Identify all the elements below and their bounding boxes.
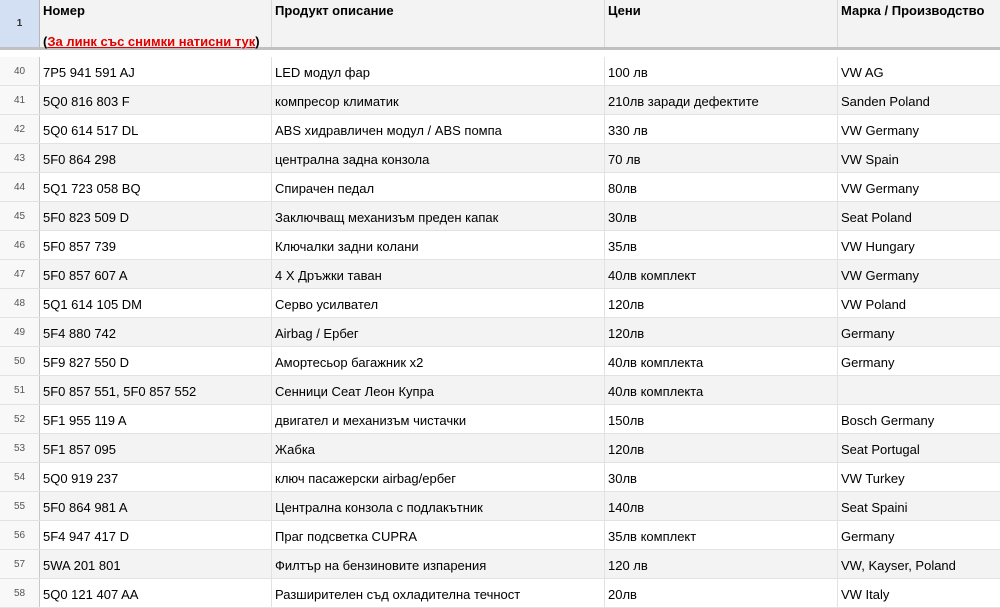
column-header-label: Продукт описание: [275, 3, 394, 18]
brand-cell[interactable]: Germany: [841, 529, 895, 544]
row-number[interactable]: 49: [0, 318, 40, 346]
row-number[interactable]: 57: [0, 550, 40, 578]
table-row: [0, 463, 1000, 492]
part-number-cell[interactable]: 5Q1 723 058 BQ: [40, 173, 272, 201]
brand-cell[interactable]: Germany: [841, 326, 895, 341]
price-cell[interactable]: 30лв: [605, 202, 838, 230]
price-cell[interactable]: 40лв комплект: [605, 260, 838, 288]
description-cell[interactable]: Централна конзола с подлакътник: [272, 492, 605, 520]
description-cell[interactable]: централна задна конзола: [272, 144, 605, 172]
column-header-label: Цени: [608, 3, 641, 18]
price-cell[interactable]: 150лв: [605, 405, 838, 433]
row-number[interactable]: 58: [0, 579, 40, 607]
part-number-cell[interactable]: 5F0 857 607 A: [40, 260, 272, 288]
table-row: [0, 521, 1000, 550]
photos-link-note: (За линк със снимки натисни тук): [43, 34, 260, 49]
column-header-number[interactable]: [40, 0, 272, 47]
part-number-cell[interactable]: 5WA 201 801: [40, 550, 272, 578]
row-number[interactable]: 41: [0, 86, 40, 114]
table-row: [0, 289, 1000, 318]
brand-cell[interactable]: Seat Poland: [841, 210, 912, 225]
column-header-brand[interactable]: [838, 0, 1000, 47]
part-number-cell[interactable]: 5F4 880 742: [40, 318, 272, 346]
table-row: [0, 86, 1000, 115]
price-cell[interactable]: 120лв: [605, 434, 838, 462]
table-row: [0, 57, 1000, 86]
description-cell[interactable]: Амортесьор багажник x2: [272, 347, 605, 375]
description-cell[interactable]: двигател и механизъм чистачки: [272, 405, 605, 433]
part-number-cell[interactable]: 5Q0 121 407 AA: [40, 579, 272, 607]
column-header-label: Номер: [43, 3, 85, 18]
description-cell[interactable]: LED модул фар: [272, 57, 605, 85]
row-number[interactable]: 53: [0, 434, 40, 462]
description-cell[interactable]: Airbag / Ербег: [272, 318, 605, 346]
column-header-price[interactable]: [605, 0, 838, 47]
part-number-cell[interactable]: 5Q0 614 517 DL: [40, 115, 272, 143]
part-number-cell[interactable]: 5F1 857 095: [40, 434, 272, 462]
photos-link[interactable]: За линк със снимки натисни тук: [47, 34, 256, 49]
description-cell[interactable]: Сенници Сеат Леон Купра: [272, 376, 605, 404]
description-cell[interactable]: Разширителен съд охладителна течност: [272, 579, 605, 607]
price-cell[interactable]: 120лв: [605, 289, 838, 317]
row-number[interactable]: 51: [0, 376, 40, 404]
row-number[interactable]: 47: [0, 260, 40, 288]
table-row: [0, 144, 1000, 173]
description-cell[interactable]: Серво усилвател: [272, 289, 605, 317]
brand-cell[interactable]: Seat Portugal: [841, 442, 920, 457]
description-cell[interactable]: 4 X Дръжки таван: [272, 260, 605, 288]
description-cell[interactable]: Праг подсветка CUPRA: [272, 521, 605, 549]
price-cell[interactable]: 40лв комплекта: [605, 347, 838, 375]
table-row: [0, 376, 1000, 405]
table-row: [0, 434, 1000, 463]
header-row: [0, 0, 1000, 50]
part-number-cell[interactable]: 7P5 941 591 AJ: [40, 57, 272, 85]
price-cell[interactable]: 330 лв: [605, 115, 838, 143]
row-number[interactable]: 40: [0, 57, 40, 85]
brand-cell[interactable]: Sanden Poland: [841, 94, 930, 109]
table-row: [0, 231, 1000, 260]
brand-cell[interactable]: VW Turkey: [841, 471, 905, 486]
table-row: [0, 318, 1000, 347]
price-cell[interactable]: 40лв комплекта: [605, 376, 838, 404]
part-number-cell[interactable]: 5F0 857 551, 5F0 857 552: [40, 376, 272, 404]
table-row: [0, 550, 1000, 579]
brand-cell[interactable]: Bosch Germany: [841, 413, 935, 428]
row-number[interactable]: 48: [0, 289, 40, 317]
row-number[interactable]: 55: [0, 492, 40, 520]
row-number-header[interactable]: 1: [0, 0, 40, 47]
row-number[interactable]: 50: [0, 347, 40, 375]
column-header-label: Марка / Производство: [841, 3, 985, 18]
brand-cell[interactable]: VW Germany: [841, 268, 920, 283]
row-number[interactable]: 54: [0, 463, 40, 491]
part-number-cell[interactable]: 5F0 864 298: [40, 144, 272, 172]
part-number-cell[interactable]: 5Q1 614 105 DM: [40, 289, 272, 317]
price-cell[interactable]: 30лв: [605, 463, 838, 491]
row-number[interactable]: 42: [0, 115, 40, 143]
part-number-cell[interactable]: 5Q0 919 237: [40, 463, 272, 491]
description-cell[interactable]: Филтър на бензиновите изпарения: [272, 550, 605, 578]
brand-cell[interactable]: VW, Kayser, Poland: [841, 558, 956, 573]
brand-cell[interactable]: Germany: [841, 355, 895, 370]
row-number[interactable]: 44: [0, 173, 40, 201]
price-cell[interactable]: 35лв: [605, 231, 838, 259]
table-row: [0, 115, 1000, 144]
brand-cell[interactable]: Seat Spaini: [841, 500, 908, 515]
price-cell[interactable]: 210лв заради дефектите: [605, 86, 838, 114]
table-row: [0, 173, 1000, 202]
part-number-cell[interactable]: 5F0 864 981 A: [40, 492, 272, 520]
row-number[interactable]: 46: [0, 231, 40, 259]
description-cell[interactable]: компресор климатик: [272, 86, 605, 114]
part-number-cell[interactable]: 5Q0 816 803 F: [40, 86, 272, 114]
table-row: [0, 405, 1000, 434]
part-number-cell[interactable]: 5F1 955 119 A: [40, 405, 272, 433]
brand-cell[interactable]: [838, 376, 1000, 404]
brand-cell[interactable]: VW Spain: [841, 152, 899, 167]
description-cell[interactable]: Жабка: [272, 434, 605, 462]
table-row: [0, 202, 1000, 231]
description-cell[interactable]: Спирачен педал: [272, 173, 605, 201]
brand-cell[interactable]: VW AG: [841, 65, 884, 80]
price-cell[interactable]: 80лв: [605, 173, 838, 201]
row-number[interactable]: 43: [0, 144, 40, 172]
table-row: [0, 492, 1000, 521]
row-number[interactable]: 52: [0, 405, 40, 433]
row-number[interactable]: 45: [0, 202, 40, 230]
part-number-cell[interactable]: 5F0 857 739: [40, 231, 272, 259]
part-number-cell[interactable]: 5F0 823 509 D: [40, 202, 272, 230]
brand-cell[interactable]: VW Germany: [841, 181, 920, 196]
price-cell[interactable]: 100 лв: [605, 57, 838, 85]
row-number[interactable]: 56: [0, 521, 40, 549]
table-row: [0, 260, 1000, 289]
description-cell[interactable]: ключ пасажерски airbag/ербег: [272, 463, 605, 491]
column-header-description[interactable]: [272, 0, 605, 47]
brand-cell[interactable]: VW Italy: [841, 587, 890, 602]
price-cell[interactable]: 120лв: [605, 318, 838, 346]
brand-cell[interactable]: VW Germany: [841, 123, 920, 138]
price-cell[interactable]: 120 лв: [605, 550, 838, 578]
price-cell[interactable]: 35лв комплект: [605, 521, 838, 549]
table-row: [0, 579, 1000, 608]
description-cell[interactable]: ABS хидравличен модул / ABS помпа: [272, 115, 605, 143]
brand-cell[interactable]: VW Poland: [841, 297, 907, 312]
part-number-cell[interactable]: 5F4 947 417 D: [40, 521, 272, 549]
price-cell[interactable]: 70 лв: [605, 144, 838, 172]
description-cell[interactable]: Ключалки задни колани: [272, 231, 605, 259]
brand-cell[interactable]: VW Hungary: [841, 239, 915, 254]
price-cell[interactable]: 20лв: [605, 579, 838, 607]
price-cell[interactable]: 140лв: [605, 492, 838, 520]
part-number-cell[interactable]: 5F9 827 550 D: [40, 347, 272, 375]
description-cell[interactable]: Заключващ механизъм преден капак: [272, 202, 605, 230]
table-row: [0, 347, 1000, 376]
